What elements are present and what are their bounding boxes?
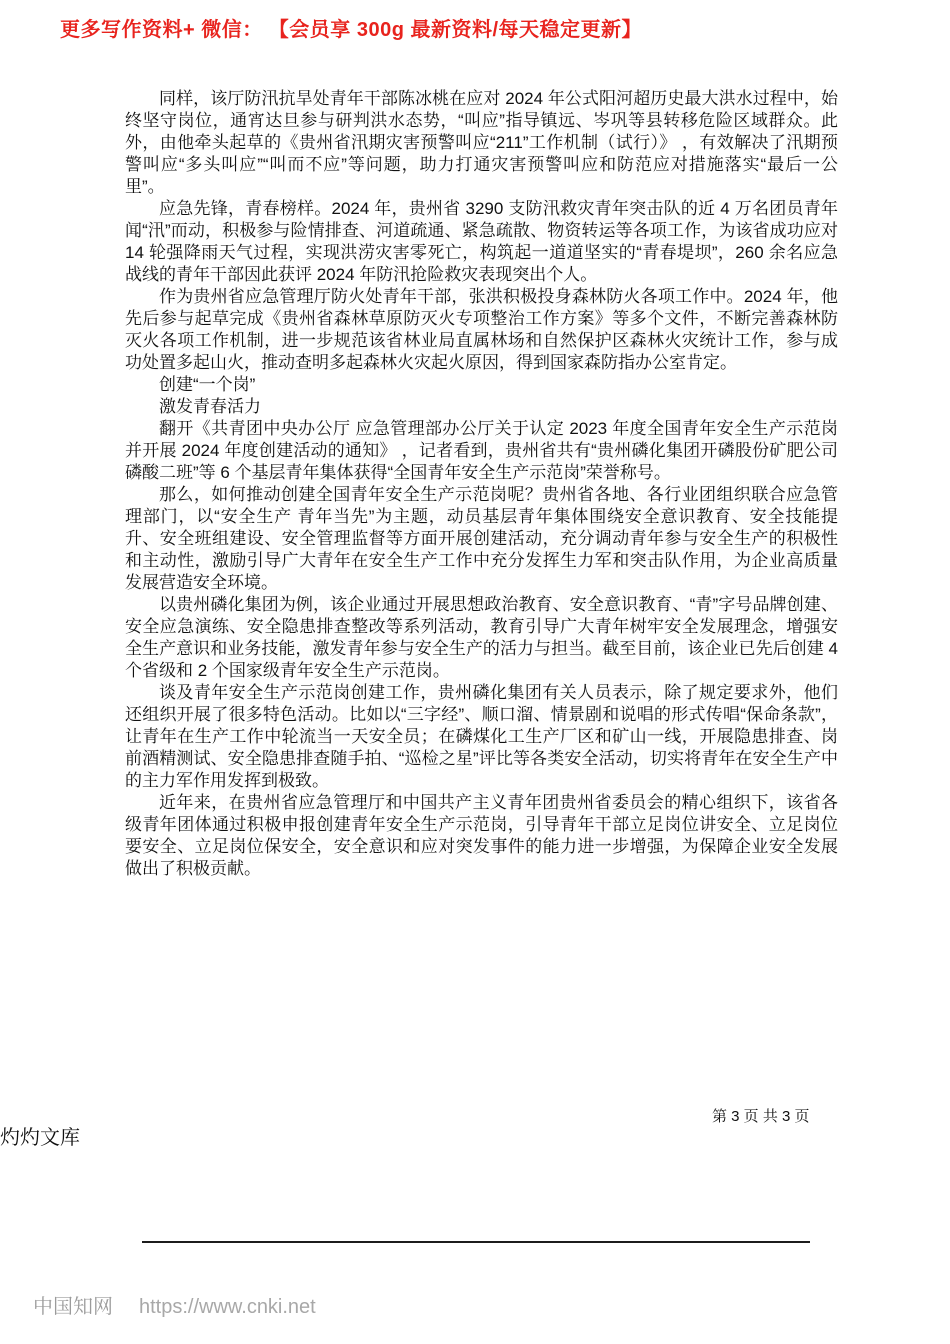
paragraph: 应急先锋，青春榜样。2024 年，贵州省 3290 支防汛救灾青年突击队的近 4 万名团员青年闻“汛”而动，积极参与险情排查、河道疏通、紧急疏散、物资转运等各项工作，为该省成功应对 14 轮强降雨天气过程，实现洪涝灾害零死亡，构筑起一道道坚实的“青春堤坝”，260 余名应急战线的青年干部因此获评 2024 年防汛抢险救灾表现突出个人。 [125,199,838,284]
page-number-indicator: 第 3 页 共 3 页 [712,1108,810,1125]
cnki-site-name: 中国知网 [33,1296,113,1318]
library-watermark: 灼灼文库 [0,1127,80,1149]
promo-banner-text: 更多写作资料+ 微信： 【会员享 300g 最新资料/每天稳定更新】 [60,19,643,41]
document-body [125,88,838,880]
cnki-watermark [33,1290,316,1319]
cnki-site-url: https://www.cnki.net [139,1296,316,1318]
paragraph: 翻开《共青团中央办公厅 应急管理部办公厅关于认定 2023 年度全国青年安全生产示范岗并开展 2024 年度创建活动的通知》 ，记者看到，贵州省共有“贵州磷化集团开磷股份矿肥公司磷酸二班”等 6 个基层青年集体获得“全国青年安全生产示范岗”荣誉称号。 [125,419,838,482]
section-heading-line2: 激发青春活力 [159,397,261,416]
paragraph: 那么，如何推动创建全国青年安全生产示范岗呢？贵州省各地、各行业团组织联合应急管理部门，以“安全生产 青年当先”为主题，动员基层青年集体围绕安全意识教育、安全技能提升、安全班组建设、安全管理监督等方面开展创建活动，充分调动青年参与安全生产的积极性和主动性，激励引导广大青年在安全生产工作中充分发挥生力军和突击队作用，为企业高质量发展营造安全环境。 [125,485,838,592]
paragraph: 同样，该厅防汛抗旱处青年干部陈冰桃在应对 2024 年公式阳河超历史最大洪水过程中，始终坚守岗位，通宵达旦参与研判洪水态势，“叫应”指导镇远、岑巩等县转移危险区域群众。此外，由他牵头起草的《贵州省汛期灾害预警叫应“211”工作机制（试行）》 ，有效解决了汛期预警叫应“多头叫应”“叫而不应”等问题，助力打通灾害预警叫应和防范应对措施落实“最后一公里”。 [125,89,838,196]
section-heading-line1: 创建“一个岗” [159,375,256,394]
paragraph: 近年来，在贵州省应急管理厅和中国共产主义青年团贵州省委员会的精心组织下，该省各级青年团体通过积极申报创建青年安全生产示范岗，引导青年干部立足岗位讲安全、立足岗位要安全、立足岗位保安全，安全意识和应对突发事件的能力进一步增强，为保障企业安全发展做出了积极贡献。 [125,793,838,878]
paragraph: 以贵州磷化集团为例，该企业通过开展思想政治教育、安全意识教育、“青”字号品牌创建、安全应急演练、安全隐患排查整改等系列活动，教育引导广大青年树牢安全发展理念，增强安全生产意识和业务技能，激发青年参与安全生产的活力与担当。截至目前，该企业已先后创建 4 个省级和 2 个国家级青年安全生产示范岗。 [125,595,838,680]
footer-divider-line [142,1241,810,1243]
paragraph: 作为贵州省应急管理厅防火处青年干部，张洪积极投身森林防火各项工作中。2024 年，他先后参与起草完成《贵州省森林草原防灭火专项整治工作方案》等多个文件，不断完善森林防灭火各项工作机制，进一步规范该省林业局直属林场和自然保护区森林火灾统计工作，参与成功处置多起山火，推动查明多起森林火灾起火原因，得到国家森防指办公室肯定。 [125,287,838,372]
paragraph: 谈及青年安全生产示范岗创建工作，贵州磷化集团有关人员表示，除了规定要求外，他们还组织开展了很多特色活动。比如以“三字经”、顺口溜、情景剧和说唱的形式传唱“保命条款”，让青年在生产工作中轮流当一天安全员；在磷煤化工生产厂区和矿山一线，开展隐患排查、岗前酒精测试、安全隐患排查随手拍、“巡检之星”评比等各类安全活动，切实将青年在安全生产中的主力军作用发挥到极致。 [125,683,838,790]
